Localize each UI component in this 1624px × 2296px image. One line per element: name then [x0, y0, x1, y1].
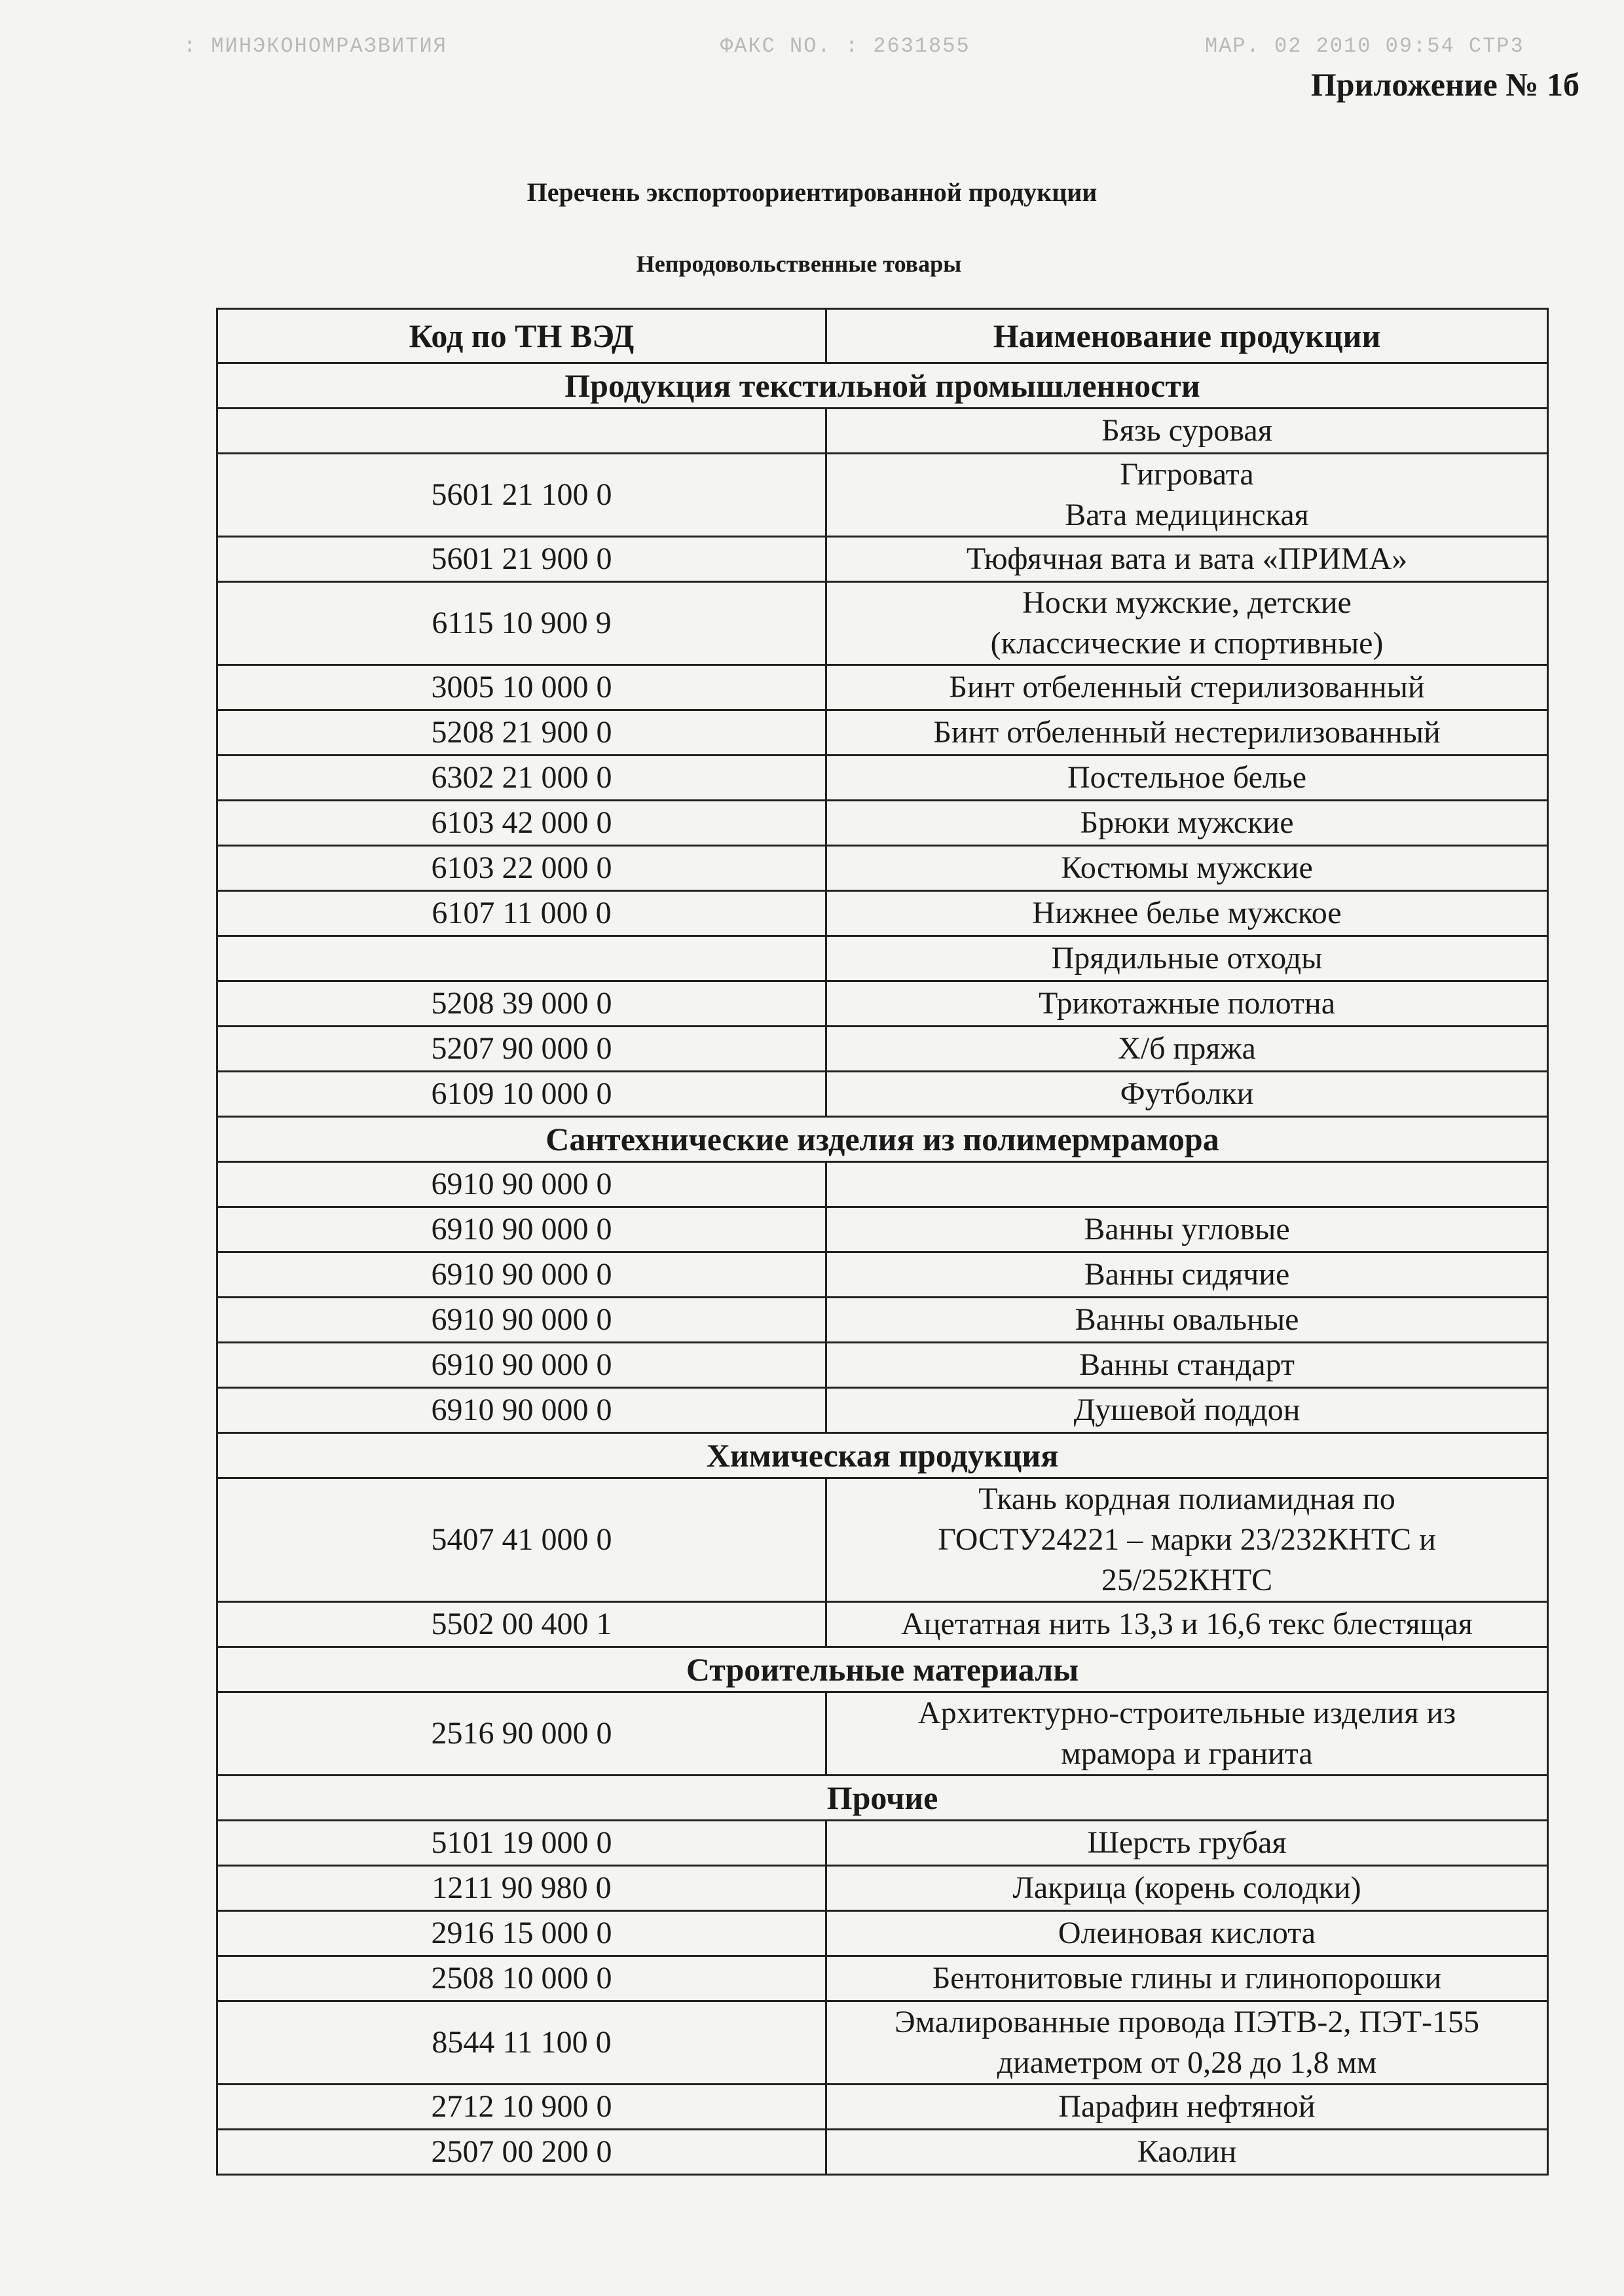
section-row [217, 363, 1548, 409]
section-title: Строительные материалы [217, 1647, 1548, 1692]
product-code: 8544 11 100 0 [217, 2001, 826, 2085]
product-name [826, 1162, 1548, 1207]
section-row [217, 1117, 1548, 1162]
products-table [216, 308, 1549, 2176]
section-title: Прочие [217, 1776, 1548, 1821]
product-name: Олеиновая кислота [826, 1911, 1548, 1956]
table-row [217, 710, 1548, 756]
product-code: 6302 21 000 0 [217, 756, 826, 801]
product-name: Футболки [826, 1072, 1548, 1117]
table-row [217, 1027, 1548, 1072]
table-row [217, 846, 1548, 891]
product-name: Ткань кордная полиамидная по ГОСТУ24221 – марки 23/232КНТС и 25/252КНТС [826, 1478, 1548, 1602]
table-row [217, 891, 1548, 936]
product-code: 6107 11 000 0 [217, 891, 826, 936]
product-code: 6910 90 000 0 [217, 1343, 826, 1388]
document-title: Перечень экспортоориентированной продукции [526, 177, 1098, 207]
section-title: Сантехнические изделия из полимермрамора [217, 1117, 1548, 1162]
product-code: 5407 41 000 0 [217, 1478, 826, 1602]
product-code [217, 936, 826, 981]
product-name: Брюки мужские [826, 801, 1548, 846]
product-code: 5207 90 000 0 [217, 1027, 826, 1072]
table-row [217, 1072, 1548, 1117]
product-name: Эмалированные провода ПЭТВ-2, ПЭТ-155 диаметром от 0,28 до 1,8 мм [826, 2001, 1548, 2085]
product-code: 6109 10 000 0 [217, 1072, 826, 1117]
table-body [217, 363, 1548, 2175]
table-row [217, 801, 1548, 846]
table-row [217, 1911, 1548, 1956]
section-row [217, 1776, 1548, 1821]
table-row [217, 1298, 1548, 1343]
product-name: Ванны овальные [826, 1298, 1548, 1343]
product-name: Костюмы мужские [826, 846, 1548, 891]
product-code: 2516 90 000 0 [217, 1692, 826, 1776]
product-name: Постельное белье [826, 756, 1548, 801]
product-name: Бинт отбеленный нестерилизованный [826, 710, 1548, 756]
product-name: Носки мужские, детские (классические и спортивные) [826, 582, 1548, 665]
product-name: Ванны сидячие [826, 1252, 1548, 1298]
product-name: Ванны угловые [826, 1207, 1548, 1252]
product-name: Трикотажные полотна [826, 981, 1548, 1027]
table-header-row [217, 309, 1548, 363]
product-name: Бязь суровая [826, 409, 1548, 454]
header-name: Наименование продукции [826, 309, 1548, 363]
table-row [217, 582, 1548, 665]
table-row [217, 454, 1548, 537]
product-code: 6910 90 000 0 [217, 1298, 826, 1343]
product-name: Тюфячная вата и вата «ПРИМА» [826, 537, 1548, 582]
table-row [217, 1692, 1548, 1776]
product-name: Бентонитовые глины и глинопорошки [826, 1956, 1548, 2001]
product-code: 5502 00 400 1 [217, 1602, 826, 1647]
table-row [217, 1252, 1548, 1298]
table-row [217, 981, 1548, 1027]
section-title: Продукция текстильной промышленности [217, 363, 1548, 409]
header-code: Код по ТН ВЭД [217, 309, 826, 363]
fax-sender: : МИНЭКОНОМРАЗВИТИЯ [183, 34, 447, 58]
product-code: 1211 90 980 0 [217, 1866, 826, 1911]
table-row [217, 756, 1548, 801]
product-code: 5101 19 000 0 [217, 1821, 826, 1866]
product-name: Парафин нефтяной [826, 2085, 1548, 2130]
product-code: 6910 90 000 0 [217, 1162, 826, 1207]
table-row [217, 1602, 1548, 1647]
product-code: 3005 10 000 0 [217, 665, 826, 710]
table-row [217, 537, 1548, 582]
product-name: Каолин [826, 2130, 1548, 2175]
table-row [217, 2001, 1548, 2085]
table-row [217, 1956, 1548, 2001]
table-row [217, 1866, 1548, 1911]
product-name: Бинт отбеленный стерилизованный [826, 665, 1548, 710]
section-title: Химическая продукция [217, 1433, 1548, 1478]
product-code: 6103 42 000 0 [217, 801, 826, 846]
product-code: 5208 21 900 0 [217, 710, 826, 756]
table-row [217, 1207, 1548, 1252]
product-code: 5601 21 100 0 [217, 454, 826, 537]
table-row [217, 1821, 1548, 1866]
product-code: 5208 39 000 0 [217, 981, 826, 1027]
product-name: Х/б пряжа [826, 1027, 1548, 1072]
fax-number: ФАКС NO. : 2631855 [720, 34, 970, 58]
table-row [217, 1343, 1548, 1388]
fax-date: МАР. 02 2010 09:54 СТР3 [1205, 34, 1524, 58]
product-name: Гигровата Вата медицинская [826, 454, 1548, 537]
product-code: 2508 10 000 0 [217, 1956, 826, 2001]
product-name: Ацетатная нить 13,3 и 16,6 текс блестящая [826, 1602, 1548, 1647]
table-row [217, 936, 1548, 981]
table-row [217, 665, 1548, 710]
product-name: Душевой поддон [826, 1388, 1548, 1433]
table-row [217, 409, 1548, 454]
product-code: 2712 10 900 0 [217, 2085, 826, 2130]
product-code: 6910 90 000 0 [217, 1388, 826, 1433]
product-name: Лакрица (корень солодки) [826, 1866, 1548, 1911]
product-name: Шерсть грубая [826, 1821, 1548, 1866]
table-row [217, 1388, 1548, 1433]
appendix-label: Приложение № 1б [1310, 66, 1579, 103]
product-code: 6910 90 000 0 [217, 1207, 826, 1252]
product-code: 2916 15 000 0 [217, 1911, 826, 1956]
product-code [217, 409, 826, 454]
product-code: 2507 00 200 0 [217, 2130, 826, 2175]
product-name: Ванны стандарт [826, 1343, 1548, 1388]
product-code: 6103 22 000 0 [217, 846, 826, 891]
section-row [217, 1647, 1548, 1692]
product-name: Нижнее белье мужское [826, 891, 1548, 936]
product-code: 5601 21 900 0 [217, 537, 826, 582]
product-code: 6910 90 000 0 [217, 1252, 826, 1298]
table-row [217, 1478, 1548, 1602]
product-name: Прядильные отходы [826, 936, 1548, 981]
table-row [217, 2085, 1548, 2130]
table-row [217, 2130, 1548, 2175]
table-row [217, 1162, 1548, 1207]
product-name: Архитектурно-строительные изделия из мрамора и гранита [826, 1692, 1548, 1776]
product-code: 6115 10 900 9 [217, 582, 826, 665]
document-subtitle: Непродовольственные товары [636, 251, 962, 277]
section-row [217, 1433, 1548, 1478]
